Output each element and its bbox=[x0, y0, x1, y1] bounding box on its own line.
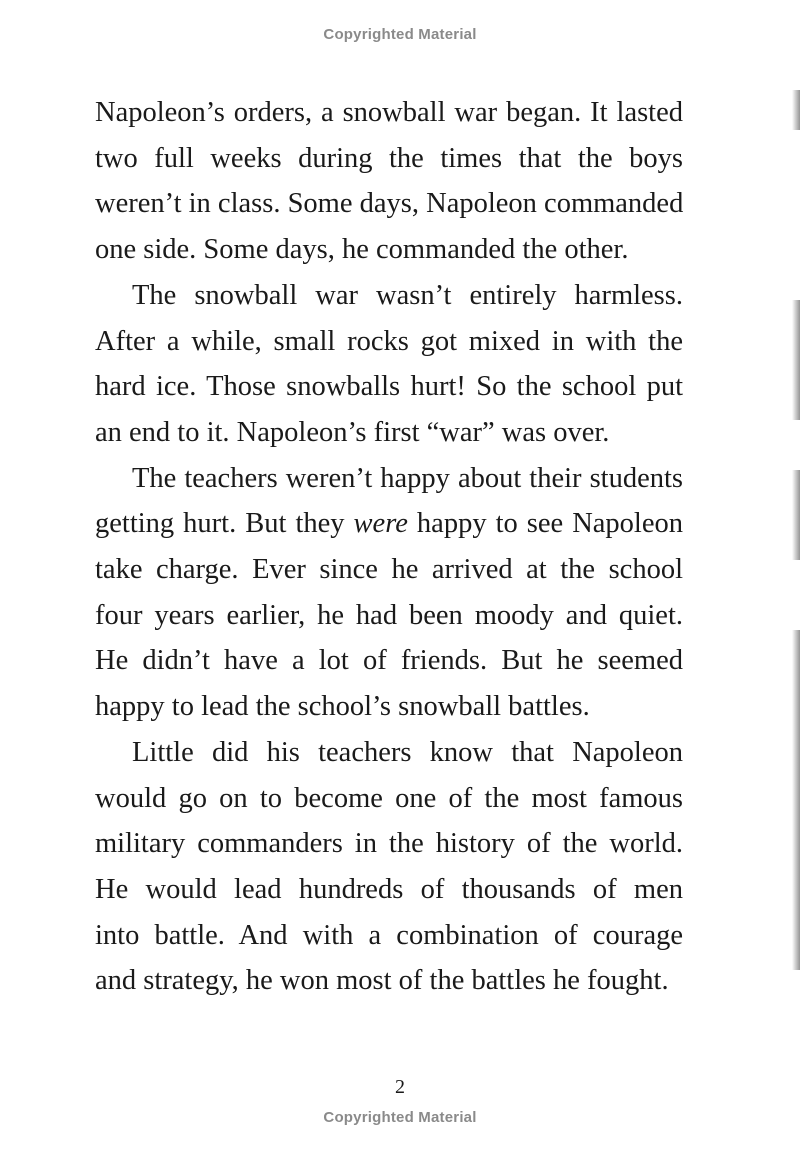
paragraph-4 bbox=[95, 730, 683, 1004]
text-line: Napoleon’s orders, a snowball war began. It lasted bbox=[95, 97, 683, 128]
page-number: 2 bbox=[395, 1076, 405, 1098]
text-line: two full weeks during the times that the boys bbox=[95, 142, 683, 174]
scan-edge-mark bbox=[792, 470, 800, 560]
copyright-watermark-bottom: Copyrighted Material bbox=[323, 1109, 477, 1126]
scan-edge-mark bbox=[792, 300, 800, 420]
text-line: happy to lead the school’s snowball battles. bbox=[95, 691, 590, 723]
text-line: into battle. And with a combination of courage bbox=[95, 919, 683, 951]
text-line: He didn’t have a lot of friends. But he seemed bbox=[95, 645, 683, 677]
text-line: four years earlier, he had been moody and quiet. bbox=[95, 599, 683, 631]
text-line: military commanders in the history of the world. bbox=[95, 828, 683, 860]
emphasized-word: were bbox=[353, 508, 408, 540]
text-line: weren’t in class. Some days, Napoleon commanded bbox=[95, 188, 684, 220]
scan-edge-mark bbox=[792, 630, 800, 970]
text-line: one side. Some days, he commanded the other. bbox=[95, 234, 629, 266]
paragraph-2 bbox=[95, 273, 683, 456]
text-line: take charge. Ever since he arrived at the school bbox=[95, 554, 683, 586]
text-line: would go on to become one of the most famous bbox=[95, 782, 683, 814]
text-line: Little did his teachers know that Napoleon bbox=[132, 736, 683, 768]
copyright-watermark-top: Copyrighted Material bbox=[323, 26, 477, 43]
text-line: hard ice. Those snowballs hurt! So the school put bbox=[95, 371, 683, 403]
text-line-with-emphasis bbox=[95, 501, 683, 547]
paragraph-1 bbox=[95, 90, 683, 273]
text-line: He would lead hundreds of thousands of men bbox=[95, 873, 683, 905]
body-text bbox=[95, 90, 683, 1004]
scan-edge-mark bbox=[792, 90, 800, 130]
line-text-after: happy to see Napoleon bbox=[407, 508, 683, 540]
text-line: The teachers weren’t happy about their students bbox=[132, 462, 683, 494]
text-line: After a while, small rocks got mixed in with the bbox=[95, 325, 683, 357]
text-line: The snowball war wasn’t entirely harmless. bbox=[132, 279, 683, 311]
text-line: and strategy, he won most of the battles he fought. bbox=[95, 965, 669, 997]
text-line: an end to it. Napoleon’s first “war” was over. bbox=[95, 416, 610, 448]
line-text-before: getting hurt. But they bbox=[95, 508, 354, 540]
paragraph-3 bbox=[95, 456, 683, 730]
